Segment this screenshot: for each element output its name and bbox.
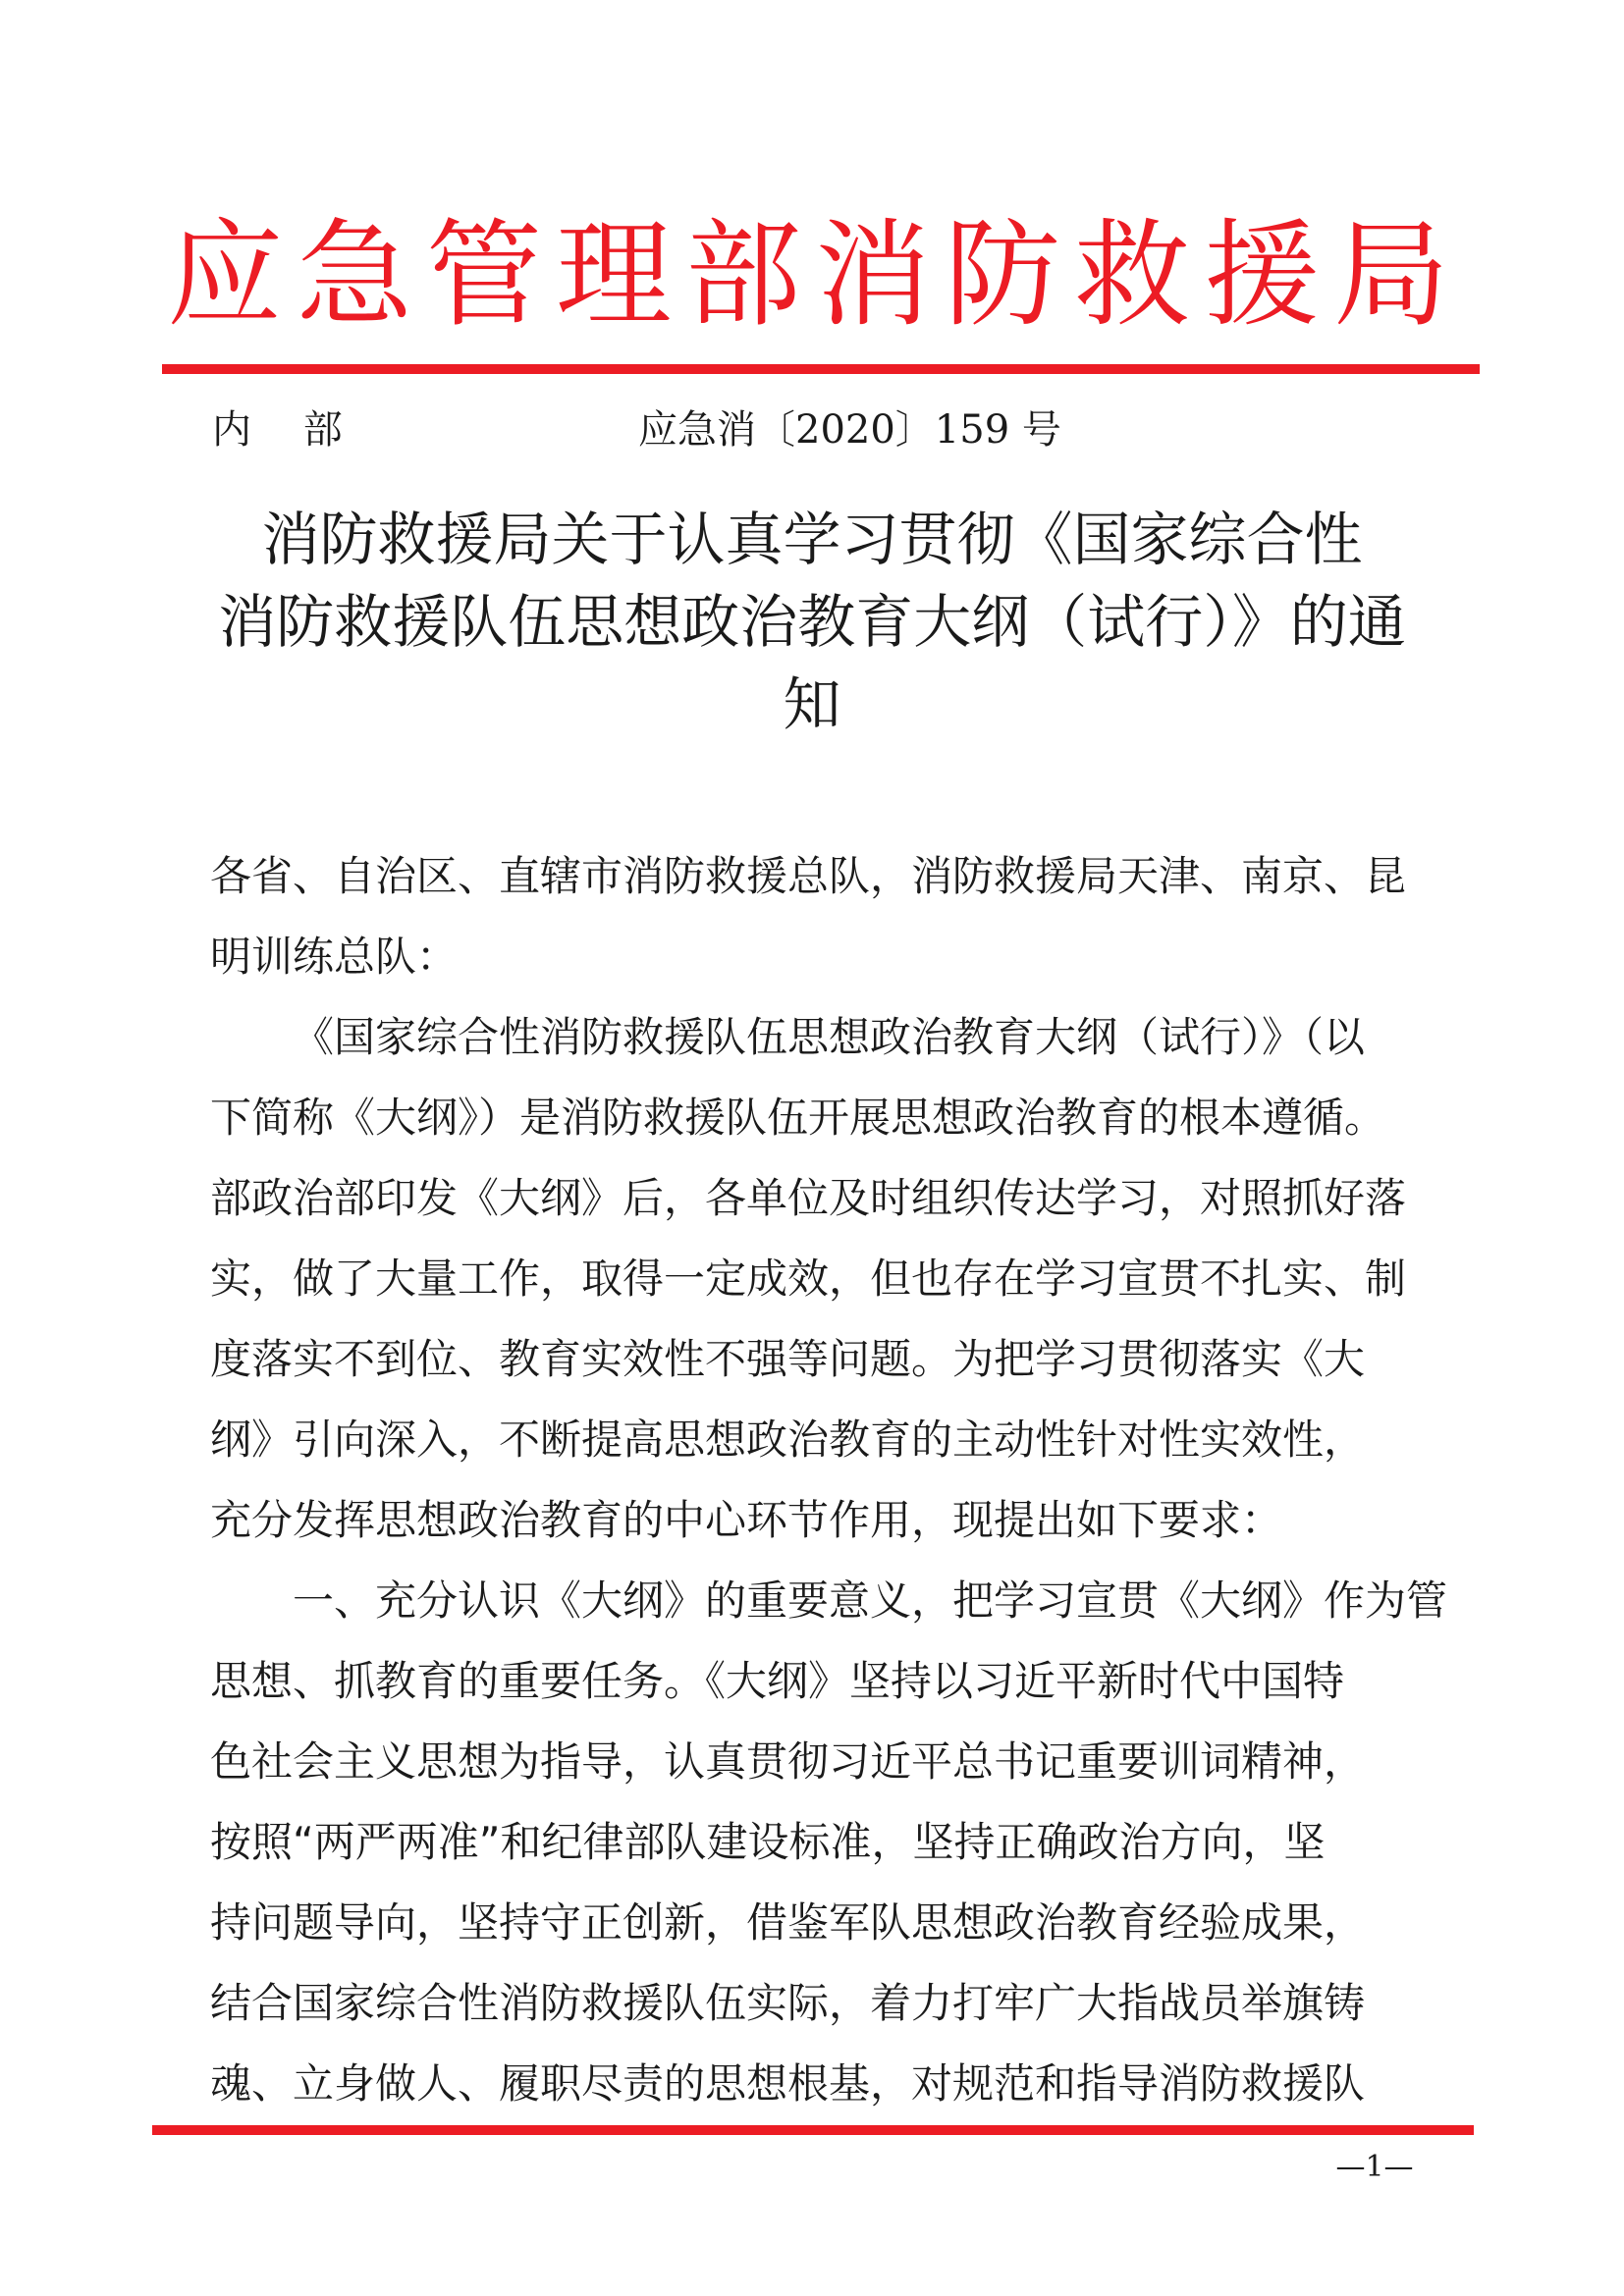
body-line: 部政治部印发《大纲》后，各单位及时组织传达学习，对照抓好落 bbox=[210, 1174, 1407, 1222]
document-number: 应急消〔2020〕159 号 bbox=[638, 407, 1061, 453]
body-line: 一、充分认识《大纲》的重要意义，把学习宣贯《大纲》作为管 bbox=[293, 1576, 1448, 1625]
body-line: 明训练总队： bbox=[210, 933, 459, 981]
body-line: 按照“两严两准”和纪律部队建设标准，坚持正确政治方向，坚 bbox=[210, 1818, 1326, 1866]
body-line: 度落实不到位、教育实效性不强等问题。为把学习贯彻落实《大 bbox=[210, 1335, 1366, 1383]
body-line: 色社会主义思想为指导，认真贯彻习近平总书记重要训词精神， bbox=[210, 1737, 1366, 1786]
document-title bbox=[196, 499, 1428, 746]
body-line: 充分发挥思想政治教育的中心环节作用，现提出如下要求： bbox=[210, 1496, 1283, 1544]
bottom-red-rule bbox=[152, 2125, 1474, 2135]
internal-label: 内 部 bbox=[212, 407, 362, 453]
body-line: 《国家综合性消防救援队伍思想政治教育大纲（试行）》（以 bbox=[293, 1013, 1366, 1061]
body-line: 思想、抓教育的重要任务。《大纲》坚持以习近平新时代中国特 bbox=[210, 1657, 1345, 1705]
title-line: 知 bbox=[783, 670, 841, 738]
title-line: 消防救援队伍思想政治教育大纲（试行）》的通 bbox=[218, 588, 1406, 656]
body-line: 实，做了大量工作，取得一定成效，但也存在学习宣贯不扎实、制 bbox=[210, 1255, 1407, 1303]
title-line: 消防救援局关于认真学习贯彻《国家综合性 bbox=[261, 506, 1363, 573]
page-number: —1— bbox=[1335, 2150, 1414, 2184]
body-line: 魂、立身做人、履职尽责的思想根基，对规范和指导消防救援队 bbox=[210, 2059, 1366, 2108]
masthead-title: 应急管理部消防救援局 bbox=[166, 207, 1463, 343]
body-line: 持问题导向，坚持守正创新，借鉴军队思想政治教育经验成果， bbox=[210, 1898, 1366, 1947]
document-body bbox=[210, 836, 1448, 2124]
top-red-rule bbox=[162, 364, 1480, 374]
body-line: 纲》引向深入，不断提高思想政治教育的主动性针对性实效性， bbox=[210, 1415, 1366, 1464]
body-line: 各省、自治区、直辖市消防救援总队，消防救援局天津、南京、昆 bbox=[210, 852, 1407, 900]
body-line: 结合国家综合性消防救援队伍实际，着力打牢广大指战员举旗铸 bbox=[210, 1979, 1366, 2027]
body-line: 下简称《大纲》）是消防救援队伍开展思想政治教育的根本遵循。 bbox=[210, 1094, 1386, 1142]
